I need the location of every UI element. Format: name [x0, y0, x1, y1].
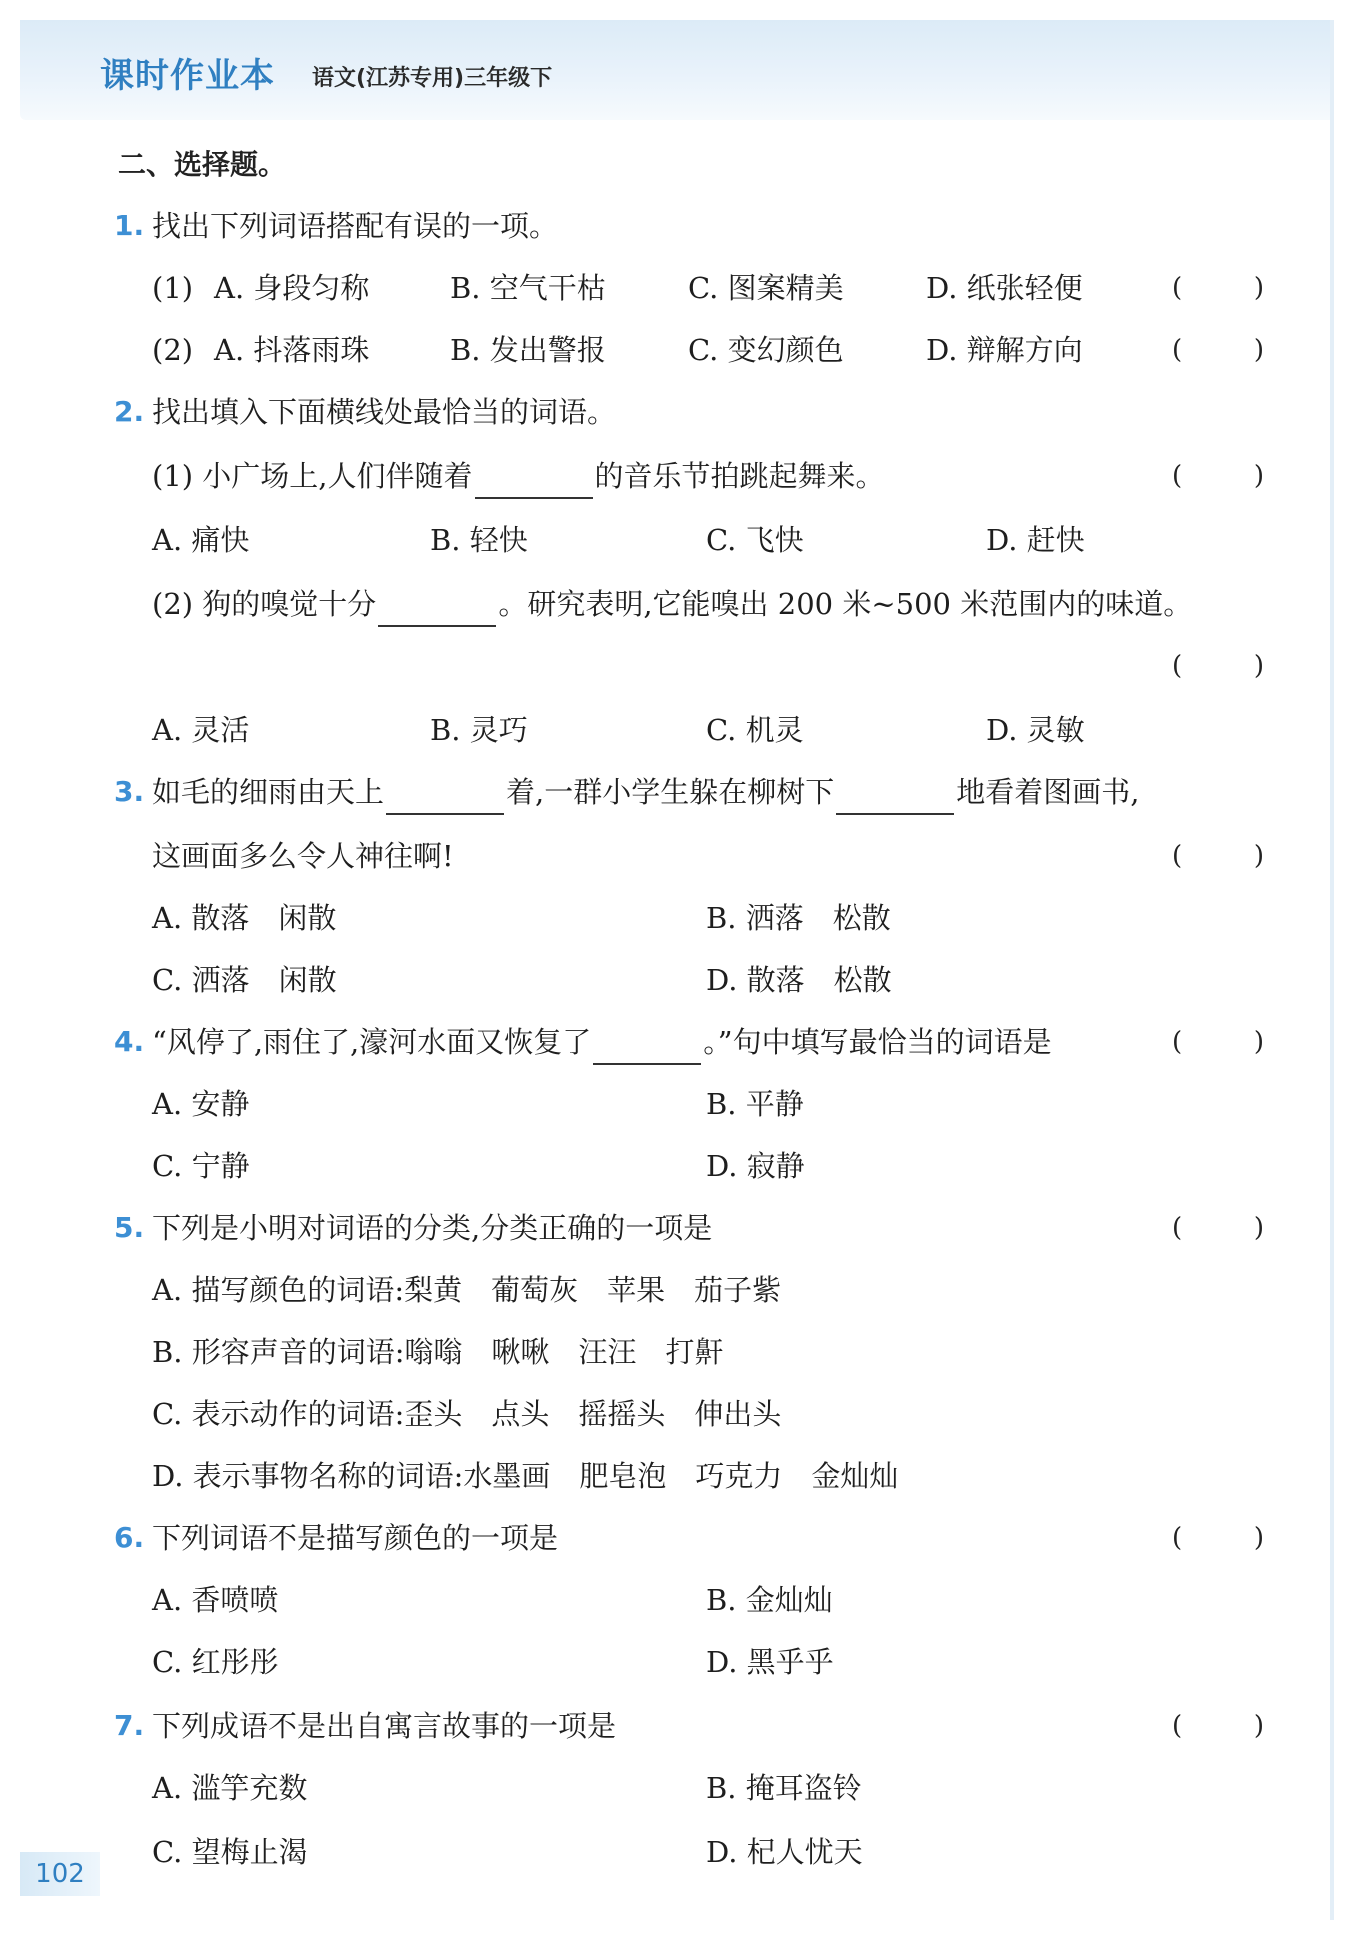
option-c[interactable]: C. 洒落 闲散 — [152, 963, 337, 997]
book-subtitle: 语文(江苏专用)三年级下 — [312, 66, 553, 91]
question-number: 5. — [114, 1211, 145, 1244]
question-text: 找出填入下面横线处最恰当的词语。 — [152, 395, 617, 429]
question-number: 7. — [114, 1709, 145, 1742]
q1-part-1 — [0, 258, 1350, 318]
question-3 — [0, 762, 1350, 822]
q2-part-2-options — [0, 700, 1350, 760]
option-b[interactable]: B. 灵巧 — [430, 713, 528, 747]
q5-option-row — [0, 1322, 1350, 1382]
option-a[interactable]: A. 安静 — [152, 1087, 250, 1121]
question-text: 下列是小明对词语的分类,分类正确的一项是 — [152, 1211, 713, 1245]
q5-option-row — [0, 1446, 1350, 1506]
question-text: “风停了,雨住了,濠河水面又恢复了 。”句中填写最恰当的词语是 — [152, 1012, 1052, 1072]
answer-blank[interactable]: ( ) — [1172, 841, 1264, 871]
question-5 — [0, 1198, 1350, 1258]
answer-blank[interactable]: ( ) — [1172, 273, 1264, 303]
option-a[interactable]: A. 灵活 — [152, 713, 250, 747]
q3-options-row1 — [0, 888, 1350, 948]
answer-blank[interactable]: ( ) — [1172, 1213, 1264, 1243]
question-number: 2. — [114, 395, 145, 428]
option-a[interactable]: A. 身段匀称 — [214, 271, 370, 305]
option-d[interactable]: D. 赶快 — [986, 523, 1085, 557]
question-number: 3. — [114, 775, 145, 808]
q7-options-row2 — [0, 1822, 1350, 1882]
option-d[interactable]: D. 纸张轻便 — [926, 271, 1083, 305]
question-7 — [0, 1696, 1350, 1756]
question-text: 找出下列词语搭配有误的一项。 — [152, 209, 559, 243]
option-d[interactable]: D. 黑乎乎 — [706, 1645, 834, 1679]
option-c[interactable]: C. 望梅止渴 — [152, 1835, 308, 1869]
fill-blank[interactable] — [475, 457, 593, 499]
sub-label: (1) — [152, 271, 194, 305]
option-d[interactable]: D. 表示事物名称的词语:水墨画 肥皂泡 巧克力 金灿灿 — [152, 1459, 899, 1493]
question-6 — [0, 1508, 1350, 1568]
book-title: 课时作业本 — [100, 56, 275, 96]
q1-part-2 — [0, 320, 1350, 380]
option-b[interactable]: B. 轻快 — [430, 523, 528, 557]
option-b[interactable]: B. 平静 — [706, 1087, 804, 1121]
option-a[interactable]: A. 描写颜色的词语:梨黄 葡萄灰 苹果 茄子紫 — [152, 1273, 782, 1307]
option-a[interactable]: A. 散落 闲散 — [152, 901, 337, 935]
option-c[interactable]: C. 表示动作的词语:歪头 点头 摇摇头 伸出头 — [152, 1397, 782, 1431]
option-d[interactable]: D. 辩解方向 — [926, 333, 1083, 367]
option-d[interactable]: D. 散落 松散 — [706, 963, 892, 997]
option-b[interactable]: B. 空气干枯 — [450, 271, 606, 305]
fill-blank[interactable] — [378, 585, 496, 627]
option-a[interactable]: A. 香喷喷 — [152, 1583, 279, 1617]
question-1 — [0, 196, 1350, 256]
question-2 — [0, 382, 1350, 442]
option-a[interactable]: A. 痛快 — [152, 523, 250, 557]
section-title: 二、选择题。 — [118, 148, 287, 181]
option-b[interactable]: B. 掩耳盗铃 — [706, 1771, 862, 1805]
answer-blank[interactable]: ( ) — [1172, 1711, 1264, 1741]
sub-question: (1) 小广场上,人们伴随着 的音乐节拍跳起舞来。 — [152, 446, 885, 506]
option-a[interactable]: A. 抖落雨珠 — [214, 333, 370, 367]
answer-blank[interactable]: ( ) — [1172, 651, 1264, 681]
q4-options-row1 — [0, 1074, 1350, 1134]
option-d[interactable]: D. 杞人忧天 — [706, 1835, 863, 1869]
option-c[interactable]: C. 变幻颜色 — [688, 333, 844, 367]
option-b[interactable]: B. 形容声音的词语:嗡嗡 啾啾 汪汪 打鼾 — [152, 1335, 724, 1369]
q5-option-row — [0, 1260, 1350, 1320]
question-text: 这画面多么令人神往啊! — [152, 839, 454, 873]
option-b[interactable]: B. 洒落 松散 — [706, 901, 891, 935]
fill-blank[interactable] — [836, 773, 954, 815]
page-number: 102 — [20, 1852, 100, 1896]
question-text: 如毛的细雨由天上 着,一群小学生躲在柳树下 地看着图画书, — [152, 762, 1139, 822]
question-3-cont — [0, 826, 1350, 886]
question-number: 1. — [114, 209, 145, 242]
fill-blank[interactable] — [386, 773, 504, 815]
option-d[interactable]: D. 灵敏 — [986, 713, 1085, 747]
q6-options-row2 — [0, 1632, 1350, 1692]
question-4 — [0, 1012, 1350, 1072]
q2-part-2-paren-line — [0, 636, 1350, 696]
q2-part-1 — [0, 446, 1350, 506]
question-number: 6. — [114, 1521, 145, 1554]
q6-options-row1 — [0, 1570, 1350, 1630]
option-c[interactable]: C. 机灵 — [706, 713, 804, 747]
option-c[interactable]: C. 飞快 — [706, 523, 804, 557]
q7-options-row1 — [0, 1758, 1350, 1818]
option-c[interactable]: C. 图案精美 — [688, 271, 844, 305]
q3-options-row2 — [0, 950, 1350, 1010]
q5-option-row — [0, 1384, 1350, 1444]
sub-label: (2) — [152, 333, 194, 367]
question-number: 4. — [114, 1025, 145, 1058]
option-d[interactable]: D. 寂静 — [706, 1149, 805, 1183]
q4-options-row2 — [0, 1136, 1350, 1196]
answer-blank[interactable]: ( ) — [1172, 1523, 1264, 1553]
q2-part-2 — [0, 574, 1350, 634]
answer-blank[interactable]: ( ) — [1172, 335, 1264, 365]
answer-blank[interactable]: ( ) — [1172, 461, 1264, 491]
question-text: 下列词语不是描写颜色的一项是 — [152, 1521, 559, 1555]
option-c[interactable]: C. 宁静 — [152, 1149, 250, 1183]
sub-question: (2) 狗的嗅觉十分 。研究表明,它能嗅出 200 米~500 米范围内的味道。 — [152, 574, 1192, 634]
q2-part-1-options — [0, 510, 1350, 570]
question-text: 下列成语不是出自寓言故事的一项是 — [152, 1709, 617, 1743]
fill-blank[interactable] — [593, 1023, 701, 1065]
option-c[interactable]: C. 红彤彤 — [152, 1645, 279, 1679]
option-a[interactable]: A. 滥竽充数 — [152, 1771, 308, 1805]
option-b[interactable]: B. 金灿灿 — [706, 1583, 833, 1617]
option-b[interactable]: B. 发出警报 — [450, 333, 606, 367]
answer-blank[interactable]: ( ) — [1172, 1027, 1264, 1057]
